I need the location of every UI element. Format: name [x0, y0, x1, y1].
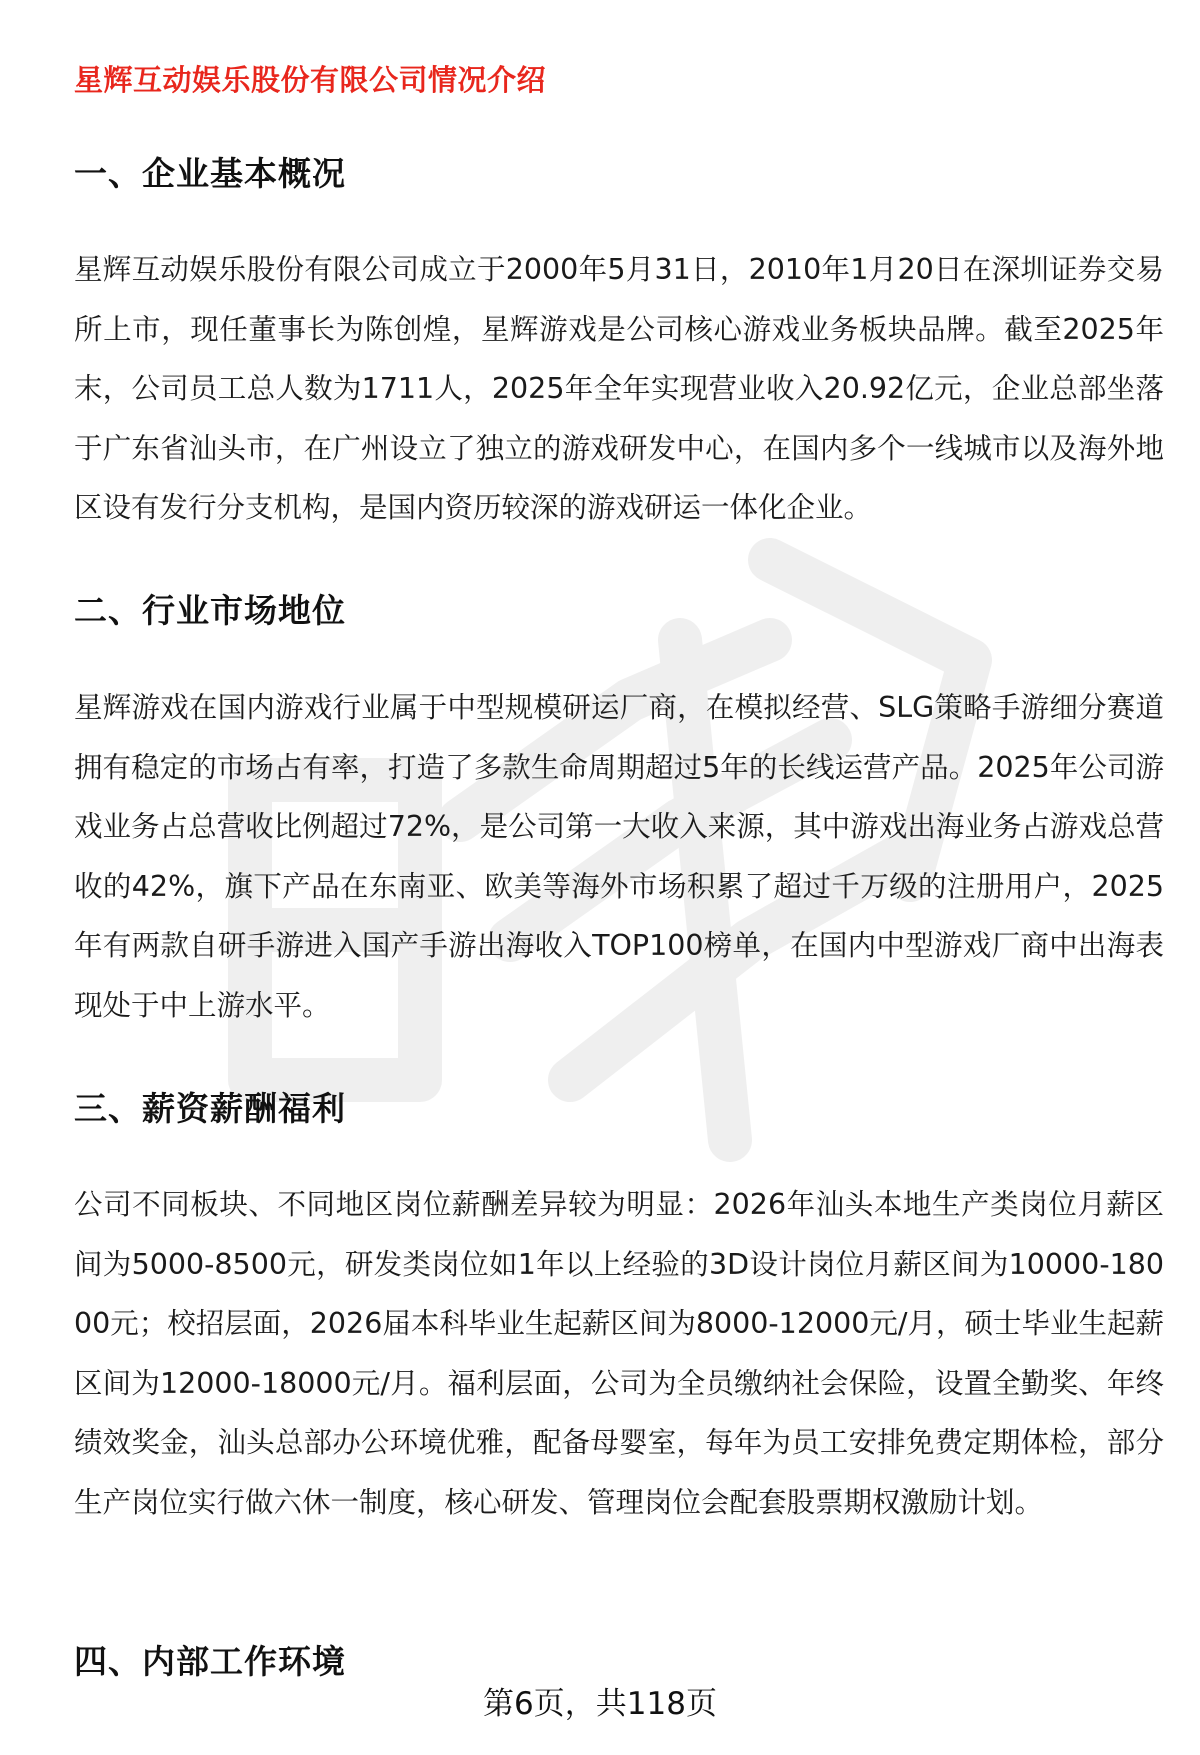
section-body-market-position: 星辉游戏在国内游戏行业属于中型规模研运厂商，在模拟经营、SLG策略手游细分赛道拥有稳定的市场占有率，打造了多款生命周期超过5年的长线运营产品。2025年公司游戏业务占总营收比例超过72%，是公司第一大收入来源，其中游戏出海业务占游戏总营收的42%，旗下产品在东南亚、欧美等海外市场积累了超过千万级的注册用户，2025年有两款自研手游进入国产手游出海收入TOP100榜单，在国内中型游戏厂商中出海表现处于中上游水平。 — [74, 691, 1164, 1022]
section-body-compensation: 公司不同板块、不同地区岗位薪酬差异较为明显：2026年汕头本地生产类岗位月薪区间为5000-8500元，研发类岗位如1年以上经验的3D设计岗位月薪区间为10000-18000元；校招层面，2026届本科毕业生起薪区间为8000-12000元/月，硕士毕业生起薪区间为12000-18000元/月。福利层面，公司为全员缴纳社会保险，设置全勤奖、年终绩效奖金，汕头总部办公环境优雅，配备母婴室，每年为员工安排免费定期体检，部分生产岗位实行做六休一制度，核心研发、管理岗位会配套股票期权激励计划。 — [74, 1188, 1164, 1519]
section-heading-compensation: 三、薪资薪酬福利 — [74, 1089, 346, 1128]
document-title: 星辉互动娱乐股份有限公司情况介绍 — [74, 63, 547, 97]
section-heading-work-environment: 四、内部工作环境 — [74, 1642, 346, 1681]
section-heading-market-position: 二、行业市场地位 — [74, 591, 346, 630]
page-number: 第6页，共118页 — [483, 1686, 717, 1722]
section-body-overview: 星辉互动娱乐股份有限公司成立于2000年5月31日，2010年1月20日在深圳证券交易所上市，现任董事长为陈创煌，星辉游戏是公司核心游戏业务板块品牌。截至2025年末，公司员工总人数为1711人，2025年全年实现营业收入20.92亿元，企业总部坐落于广东省汕头市，在广州设立了独立的游戏研发中心，在国内多个一线城市以及海外地区设有发行分支机构，是国内资历较深的游戏研运一体化企业。 — [74, 253, 1164, 524]
section-heading-overview: 一、企业基本概况 — [74, 154, 346, 193]
